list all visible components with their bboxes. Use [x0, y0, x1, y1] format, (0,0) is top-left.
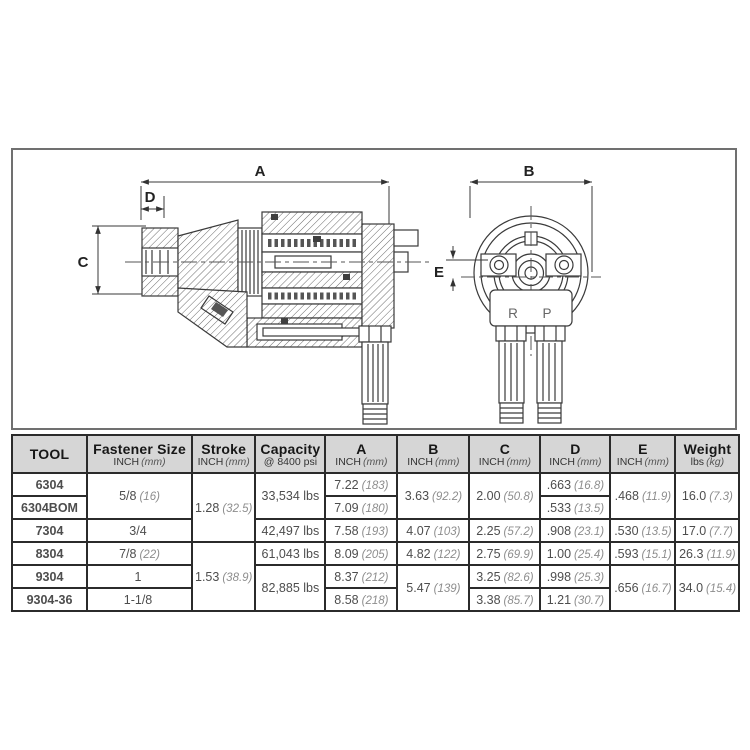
cell-c-7304 — [469, 519, 540, 542]
header-sub: INCH (mm) — [616, 455, 669, 468]
header-fastener-size — [87, 435, 192, 473]
metric-text: (103) — [433, 525, 461, 538]
cell-a-7304 — [325, 519, 397, 542]
side-view-hose — [359, 326, 391, 424]
value-text: 8.37 — [334, 569, 359, 584]
cell-d-8304 — [540, 542, 610, 565]
metric-text: (57.2) — [503, 525, 534, 538]
header-sub: @ 8400 psi — [263, 455, 318, 468]
cell-tool-7304: 7304 — [12, 519, 87, 542]
value-text: 34.0 — [678, 581, 704, 595]
value-text: 7/8 — [119, 546, 137, 561]
metric-text: (50.8) — [503, 491, 534, 503]
value-text: .656 — [614, 581, 639, 595]
value-text: 4.82 — [406, 546, 431, 561]
value-text: 17.0 — [681, 523, 707, 538]
metric-text: (38.9) — [222, 571, 253, 584]
value-text: 1.53 — [195, 569, 220, 584]
cell-d-6304 — [540, 473, 610, 496]
value-text: 8.09 — [334, 546, 359, 561]
header-label: Stroke — [201, 440, 247, 457]
header-dim-c — [469, 435, 540, 473]
port-plate — [490, 290, 572, 326]
value-text: .908 — [546, 523, 572, 538]
header-dim-e — [610, 435, 675, 473]
value-text: 1 — [134, 569, 142, 584]
value-text: 2.00 — [476, 489, 501, 503]
dim-label-e: E — [433, 264, 445, 281]
cell-weight-6304 — [675, 473, 739, 519]
header-sub: INCH (mm) — [549, 455, 602, 468]
value-text: .530 — [614, 523, 639, 538]
header-tool — [12, 435, 87, 473]
cell-c-6304 — [469, 473, 540, 519]
metric-text: (92.2) — [432, 491, 463, 503]
cell-a-8304 — [325, 542, 397, 565]
header-capacity — [255, 435, 325, 473]
cell-d-6304bom — [540, 496, 610, 519]
value-text: 7.09 — [334, 500, 359, 515]
dim-label-b: B — [523, 163, 535, 180]
port-label-r: R — [508, 306, 518, 321]
cell-a-9304 — [325, 565, 397, 588]
header-label: A — [356, 440, 367, 457]
drawing-panel — [11, 148, 737, 430]
metric-text: (23.1) — [574, 525, 605, 538]
metric-text: (22) — [139, 548, 160, 561]
cell-stroke-group2 — [192, 542, 255, 611]
header-sub: INCH (mm) — [407, 455, 460, 468]
metric-text: (30.7) — [574, 594, 605, 607]
header-dim-d — [540, 435, 610, 473]
cell-tool-9304-36: 9304-36 — [12, 588, 87, 611]
header-dim-a — [325, 435, 397, 473]
cell-c-8304 — [469, 542, 540, 565]
cell-b-7304 — [397, 519, 469, 542]
cell-c-9304-36 — [469, 588, 540, 611]
value-text: .998 — [546, 569, 572, 584]
value-text: .468 — [614, 489, 639, 503]
value-text: 2.25 — [476, 523, 501, 538]
cell-fastener-9304 — [87, 565, 192, 588]
dimension-d — [141, 189, 164, 218]
cell-tool-6304: 6304 — [12, 473, 87, 496]
metric-text: (11.9) — [706, 548, 736, 561]
cell-a-6304 — [325, 473, 397, 496]
cell-tool-6304bom: 6304BOM — [12, 496, 87, 519]
value-text: 26.3 — [679, 546, 704, 561]
metric-text: (7.3) — [709, 491, 733, 503]
header-weight — [675, 435, 739, 473]
metric-text: (180) — [361, 502, 389, 515]
metric-text: (16) — [139, 491, 160, 503]
metric-text: (13.5) — [641, 525, 672, 538]
cell-fastener-7304 — [87, 519, 192, 542]
cell-fastener-6304 — [87, 473, 192, 519]
header-label: TOOL — [29, 446, 70, 462]
dim-label-a: A — [254, 163, 266, 180]
value-text: 5.47 — [406, 581, 431, 595]
header-sub: INCH (mm) — [197, 455, 250, 468]
header-label: E — [638, 440, 648, 457]
header-sub: INCH (mm) — [478, 455, 531, 468]
value-text: .663 — [546, 477, 572, 492]
cell-weight-7304 — [675, 519, 739, 542]
header-stroke — [192, 435, 255, 473]
cell-capacity-6304: 33,534 lbs — [255, 473, 325, 519]
metric-text: (25.4) — [574, 548, 605, 561]
cell-c-9304 — [469, 565, 540, 588]
header-sub: INCH (mm) — [113, 455, 166, 468]
port-label-p: P — [542, 306, 552, 321]
value-text: 3.63 — [404, 489, 430, 503]
metric-text: (11.9) — [641, 491, 672, 503]
cell-d-9304 — [540, 565, 610, 588]
header-label: Capacity — [260, 440, 321, 457]
value-text: 3/4 — [129, 523, 147, 538]
header-label: B — [428, 440, 439, 457]
header-label: D — [570, 440, 581, 457]
value-text: 2.75 — [476, 546, 501, 561]
technical-drawing-svg — [13, 150, 735, 428]
cell-e-7304 — [610, 519, 675, 542]
metric-text: (7.7) — [709, 525, 733, 538]
value-text: 16.0 — [681, 489, 707, 503]
table-row-6304 — [12, 473, 739, 496]
metric-text: (15.1) — [641, 548, 672, 561]
table-row-7304 — [12, 519, 739, 542]
cell-a-6304bom — [325, 496, 397, 519]
cell-capacity-9304: 82,885 lbs — [255, 565, 325, 611]
value-text: 1.28 — [195, 500, 220, 515]
metric-text: (15.4) — [706, 583, 737, 595]
cell-d-9304-36 — [540, 588, 610, 611]
metric-text: (82.6) — [503, 571, 534, 584]
header-sub: INCH (mm) — [335, 455, 388, 468]
header-label: Weight — [683, 440, 732, 457]
metric-text: (69.9) — [503, 548, 534, 561]
cell-capacity-7304: 42,497 lbs — [255, 519, 325, 542]
metric-text: (13.5) — [574, 502, 605, 515]
value-text: 7.58 — [334, 523, 359, 538]
metric-text: (32.5) — [222, 502, 253, 515]
header-sub: lbs (kg) — [690, 455, 725, 468]
value-text: 7.22 — [334, 477, 359, 492]
metric-text: (183) — [361, 479, 389, 492]
header-label: Fastener Size — [93, 440, 186, 457]
cell-stroke-group1 — [192, 473, 255, 542]
cell-weight-9304 — [675, 565, 739, 611]
value-text: 4.07 — [406, 523, 431, 538]
cell-e-6304 — [610, 473, 675, 519]
cell-weight-8304 — [675, 542, 739, 565]
cell-tool-8304: 8304 — [12, 542, 87, 565]
side-view-drawing — [78, 163, 433, 424]
dim-label-d: D — [144, 189, 156, 206]
value-text: 3.38 — [476, 592, 501, 607]
header-dim-b — [397, 435, 469, 473]
metric-text: (85.7) — [503, 594, 534, 607]
metric-text: (16.8) — [574, 479, 605, 492]
cell-e-9304 — [610, 565, 675, 611]
value-text: 1-1/8 — [123, 592, 153, 607]
cell-fastener-8304 — [87, 542, 192, 565]
value-text: 1.21 — [546, 592, 572, 607]
cell-b-8304 — [397, 542, 469, 565]
cell-b-6304 — [397, 473, 469, 519]
metric-text: (212) — [361, 571, 389, 584]
value-text: .533 — [546, 500, 572, 515]
cell-tool-9304: 9304 — [12, 565, 87, 588]
dim-label-c: C — [77, 254, 89, 271]
value-text: .593 — [614, 546, 639, 561]
metric-text: (205) — [361, 548, 389, 561]
metric-text: (218) — [361, 594, 389, 607]
cell-a-9304-36 — [325, 588, 397, 611]
cell-b-9304 — [397, 565, 469, 611]
header-label: C — [499, 440, 511, 457]
cell-fastener-9304-36 — [87, 588, 192, 611]
header-row — [12, 435, 739, 473]
metric-text: (25.3) — [574, 571, 605, 584]
metric-text: (16.7) — [641, 583, 672, 595]
dimension-c — [78, 226, 149, 294]
value-text: 8.58 — [334, 592, 359, 607]
metric-text: (122) — [433, 548, 461, 561]
table-row-9304 — [12, 565, 739, 588]
metric-text: (193) — [361, 525, 389, 538]
cell-capacity-8304: 61,043 lbs — [255, 542, 325, 565]
metric-text: (139) — [433, 583, 461, 595]
value-text: 5/8 — [119, 489, 137, 503]
value-text: 1.00 — [546, 546, 572, 561]
cell-d-7304 — [540, 519, 610, 542]
cell-e-8304 — [610, 542, 675, 565]
spec-table — [11, 434, 740, 612]
value-text: 3.25 — [476, 569, 501, 584]
front-view-drawing — [434, 163, 601, 423]
table-row-8304 — [12, 542, 739, 565]
